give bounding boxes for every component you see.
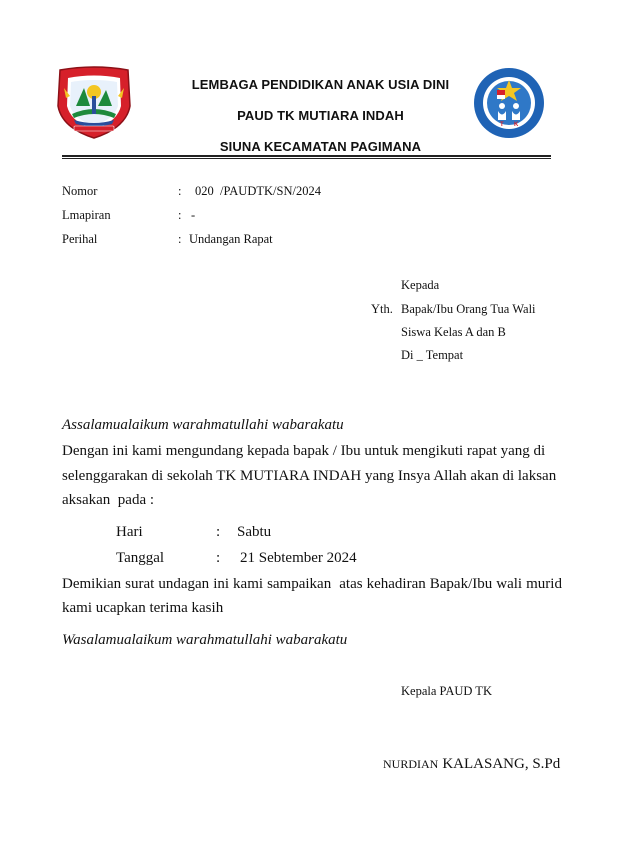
- tanggal-value: 21 Sebtember 2024: [240, 550, 357, 566]
- recipient-line2: Siswa Kelas A dan B: [401, 325, 506, 339]
- hari-label: Hari: [116, 524, 143, 540]
- recipient-yth: Yth.: [371, 302, 393, 316]
- lampiran-colon: :: [178, 208, 182, 222]
- lampiran-label: Lmapiran: [62, 208, 111, 222]
- signature-name: [383, 755, 560, 773]
- hari-colon: :: [216, 524, 221, 540]
- recipient-line3: Di _ Tempat: [401, 348, 464, 362]
- closing-line-1: Demikian surat undagan ini kami sampaikan atas kehadiran Bapak/Ibu wali murid: [62, 576, 562, 592]
- intro-line-2: selenggarakan di sekolah TK MUTIARA INDAH yang Insya Allah akan di laksan: [62, 468, 557, 484]
- signature-name-first: NURDIAN: [383, 757, 439, 771]
- header-divider-thin: [62, 158, 551, 159]
- farewell: Wasalamualaikum warahmatullahi wabarakatu: [62, 632, 348, 648]
- svg-text:K: K: [514, 122, 519, 128]
- intro-line-3: aksakan pada :: [62, 492, 155, 508]
- header-divider-thick: [62, 155, 551, 157]
- signature-name-rest: KALASANG, S.Pd: [442, 756, 561, 772]
- recipient-kepada: Kepada: [401, 278, 440, 292]
- svg-text:T: T: [500, 122, 504, 128]
- recipient-line1: Bapak/Ibu Orang Tua Wali: [401, 302, 536, 316]
- nomor-colon: :: [178, 184, 182, 198]
- perihal-value: Undangan Rapat: [189, 232, 273, 246]
- perihal-colon: :: [178, 232, 182, 246]
- lampiran-value: -: [191, 208, 196, 222]
- intro-line-1: Dengan ini kami mengundang kepada bapak / Ibu untuk mengikuti rapat yang di: [62, 443, 546, 459]
- perihal-label: Perihal: [62, 232, 98, 246]
- closing-line-2: kami ucapkan terima kasih: [62, 600, 224, 616]
- header-school-name: PAUD TK MUTIARA INDAH: [237, 108, 404, 123]
- header-location: SIUNA KECAMATAN PAGIMANA: [219, 139, 422, 154]
- tanggal-label: Tanggal: [116, 550, 165, 566]
- nomor-value: 020 /PAUDTK/SN/2024: [195, 184, 321, 198]
- nomor-label: Nomor: [62, 184, 98, 198]
- hari-value: Sabtu: [237, 524, 272, 540]
- header-institution: LEMBAGA PENDIDIKAN ANAK USIA DINI: [191, 77, 450, 92]
- greeting: Assalamualaikum warahmatullahi wabarakatu: [62, 417, 344, 433]
- signature-title: Kepala PAUD TK: [401, 684, 492, 698]
- tanggal-colon: :: [216, 550, 221, 566]
